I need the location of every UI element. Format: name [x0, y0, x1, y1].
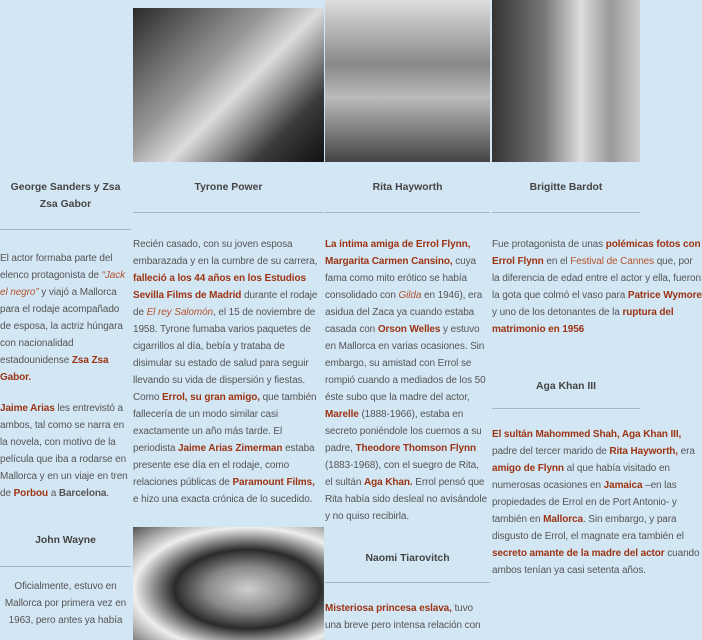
highlight-link[interactable]: El rey Salomón [146, 307, 214, 318]
divider [492, 408, 640, 409]
text-segment: estaba presente ese día en el rodaje, como relaciones públicas de [133, 443, 315, 488]
divider [0, 229, 131, 230]
text-segment: padre del tercer marido de [492, 446, 610, 457]
body-text [0, 250, 131, 502]
highlight-link[interactable]: Patrice Wymore [627, 290, 702, 301]
text-segment: durante el rodaje de [133, 290, 318, 318]
highlight-link[interactable]: Rita Hayworth, [609, 446, 678, 457]
paragraph [492, 236, 702, 338]
text-segment: (1883-1968), con el suegro de Rita, el sultán [325, 460, 479, 488]
divider [325, 212, 490, 213]
divider [325, 582, 490, 583]
text-segment: Oficialmente, estuvo en Mallorca por primera vez en 1963, pero antes ya había [4, 581, 127, 626]
text-segment: –en las propiedades de Errol en de Port Antonio- y también en [492, 480, 677, 525]
rita-hayworth-photo [325, 0, 490, 162]
tyrone-power-photo [133, 8, 324, 162]
body-text [492, 236, 702, 338]
divider [133, 212, 324, 213]
highlight-link[interactable]: ruptura del matrimonio en 1956 [492, 307, 674, 335]
text-segment: , el 15 de noviembre de 1958. Tyrone fumaba varios paquetes de cigarrillos al día, bebía y trataba de disimular su estado de salud para seguir llevando su vida de dispersión y fiestas. Como [133, 307, 316, 403]
text-segment: que también fallecería de un modo similar casi exactamente un año más tarde. El periodista [133, 392, 317, 454]
paragraph [0, 250, 131, 386]
highlight-link[interactable]: La íntima amiga de Errol Flynn, Margarita Carmen Cansino, [325, 239, 471, 267]
text-segment: en 1946), era asidua del Zaca ya cuando estaba casada con [325, 290, 483, 335]
text-segment: y uno de los detonantes de la [492, 307, 623, 318]
text-segment: a [48, 488, 59, 499]
paragraph [0, 578, 131, 629]
text-segment: (1888-1966), estaba en secreto poniéndole los cuernos a su padre, [325, 409, 482, 454]
column-george-sanders [0, 0, 131, 640]
body-text [325, 236, 489, 525]
highlight-link[interactable]: “Jack el negro” [0, 270, 126, 298]
text-segment: les entrevistó a ambos, tal como se narra en la novela, con motivo de la película que iba a rodarse en Mallorca y en un viaje en tren de [0, 403, 128, 499]
heading-rita-hayworth: Rita Hayworth [372, 182, 443, 193]
body-text [325, 600, 489, 634]
actress-photo [133, 527, 324, 640]
body-text [492, 426, 702, 579]
text-segment: . [106, 488, 109, 499]
text-segment: Recién casado, con su joven esposa embarazada y en la cumbre de su carrera, [133, 239, 318, 267]
highlight-link[interactable]: Paramount Films, [232, 477, 315, 488]
highlight-link[interactable]: Festival de Cannes [570, 256, 655, 267]
body-text [133, 236, 322, 508]
divider [492, 212, 640, 213]
column-tyrone-power [133, 0, 324, 640]
paragraph [133, 236, 322, 508]
text-segment: y viajó a Mallorca para el rodaje acompañado de esposa, la actriz húngara con nacionalidad estadounidense [0, 287, 123, 366]
text-segment: El actor formaba parte del elenco protagonista de [0, 253, 113, 281]
highlight-link[interactable]: Jamaica [603, 480, 643, 491]
highlight-link[interactable]: El sultán Mahommed Shah, Aga Khan III, [492, 429, 682, 440]
text-segment: que, por la diferencia de edad entre el actor y ella, fueron la gota que colmó el vaso para [492, 256, 701, 301]
text-segment: al que había visitado en numerosas ocasiones en [492, 463, 670, 491]
highlight-link[interactable]: Jaime Arias [0, 403, 55, 414]
highlight-link[interactable]: Misteriosa princesa eslava, [325, 603, 452, 614]
divider [0, 566, 131, 567]
brigitte-bardot-photo [492, 0, 640, 162]
column-rita-hayworth [325, 0, 490, 640]
heading-naomi-tiarovitch: Naomi Tiarovitch [365, 553, 450, 564]
highlight-link[interactable]: Gilda [398, 290, 422, 301]
highlight-link[interactable]: Aga Khan. [364, 477, 413, 488]
heading-george-sanders: George Sanders y Zsa Zsa Gabor [10, 182, 121, 210]
text-segment: cuya fama como mito erótico se había consolidado con [325, 256, 476, 301]
text-segment: en el [543, 256, 571, 267]
highlight-link[interactable]: Jaime Arias Zimerman [178, 443, 283, 454]
heading-brigitte-bardot: Brigitte Bardot [529, 182, 603, 193]
text-segment: Errol pensó que Rita había sido desleal no avisándole y no quiso recibirla. [325, 477, 487, 522]
highlight-link[interactable]: amigo de Flynn [492, 463, 564, 474]
heading-john-wayne: John Wayne [35, 535, 96, 546]
highlight-link[interactable]: Orson Welles [377, 324, 441, 335]
text-segment: y estuvo en Mallorca en varias ocasiones. Sin embargo, su amistad con Errol se rompió cuando a mediados de los 50 éste subo que la madre del actor, [325, 324, 486, 403]
heading-tyrone-power: Tyrone Power [194, 182, 263, 193]
highlight-link[interactable]: polémicas fotos con Errol Flynn [492, 239, 701, 267]
highlight-link[interactable]: Porbou [13, 488, 49, 499]
paragraph [325, 600, 489, 634]
body-text [0, 578, 131, 629]
highlight-link[interactable]: secreto amante de la madre del actor [492, 548, 665, 559]
highlight-link[interactable]: Errol, su gran amigo, [161, 392, 260, 403]
paragraph [325, 236, 489, 525]
highlight-link[interactable]: falleció a los 44 años en los Estudios Sevilla Films de Madrid [133, 273, 306, 301]
text-segment: era [678, 446, 695, 457]
column-brigitte-bardot [492, 0, 702, 640]
text-segment: . Sin embargo, y para disgusto de Errol, el magnate era también el [492, 514, 684, 542]
paragraph [492, 426, 702, 579]
highlight-link[interactable]: Marelle [325, 409, 359, 420]
text-segment: e hizo una exacta crónica de lo sucedido. [133, 494, 313, 505]
highlight-link[interactable]: Theodore Thomson Flynn [355, 443, 477, 454]
text-segment: tuvo una breve pero intensa relación con [325, 603, 481, 631]
highlight-link[interactable]: Zsa Zsa Gabor. [0, 355, 109, 383]
highlight-link[interactable]: Mallorca [543, 514, 583, 525]
text-segment: Fue protagonista de unas [492, 239, 606, 250]
highlight-link: Barcelona [58, 488, 107, 499]
heading-aga-khan: Aga Khan III [535, 381, 597, 392]
text-segment: cuando ambos tenían ya casi setenta años. [492, 548, 700, 576]
paragraph [0, 400, 131, 502]
